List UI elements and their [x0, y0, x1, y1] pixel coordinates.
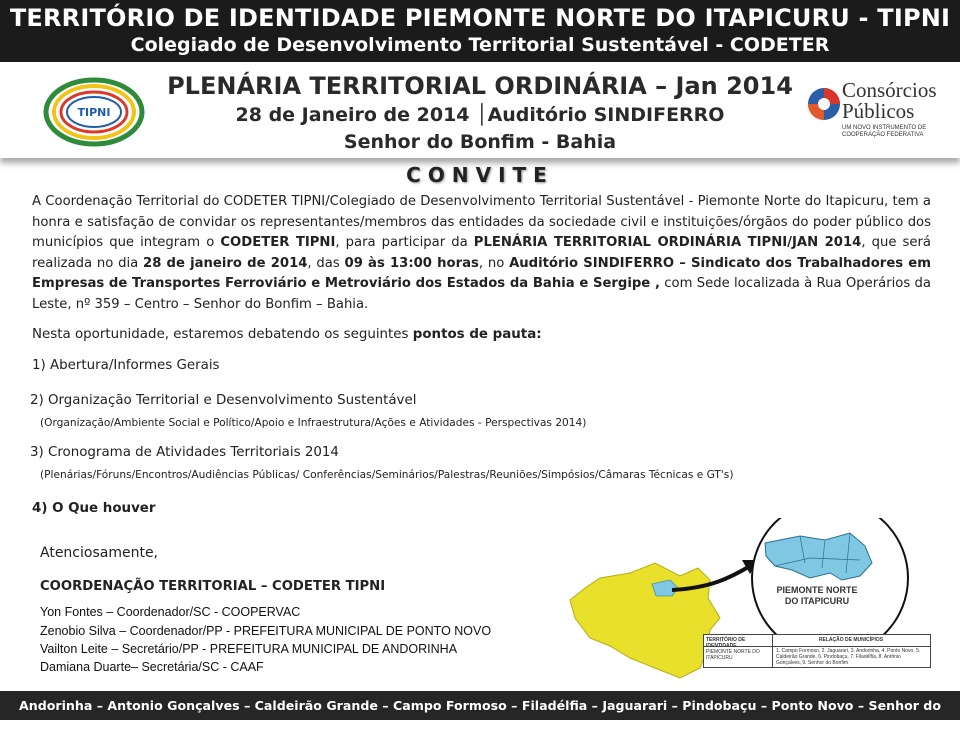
- paragraph-part: Auditório SINDIFERRO – Sindicato dos Trabalhadores em Empresas de Transportes Ferroviário e Metroviário dos Estados da Bahia e Sergipe ,: [32, 255, 931, 292]
- paragraph-part: , tem a honra e satisfação de convidar os representantes/membros das entidades da sociedade civil e instituições/órgãos do poder público dos municípios que integram o: [32, 194, 931, 251]
- event-city: Senhor do Bonfim - Bahia: [343, 131, 617, 153]
- table-header-municipalities: RELAÇÃO DE MUNICÍPIOS: [818, 637, 884, 643]
- agenda-item-3-detail: (Plenárias/Fóruns/Encontros/Audiências Públicas/ Conferências/Seminários/Palestras/Reuniões/Simpósios/Câmaras Técnicas e GT's): [40, 469, 734, 481]
- agenda-item-1: 1) Abertura/Informes Gerais: [32, 358, 220, 373]
- territory-title: TERRITÓRIO DE IDENTIDADE PIEMONTE NORTE DO ITAPICURU - TIPNI: [9, 4, 951, 32]
- agenda-item-4: 4) O Que houver: [32, 501, 156, 516]
- agenda-item-3: 3) Cronograma de Atividades Territoriais 2014: [30, 445, 339, 460]
- municipality-table: [703, 634, 931, 668]
- coordination-title: COORDENAÇÃO TERRITORIAL – CODETER TIPNI: [40, 579, 386, 594]
- table-cell-municipalities: 1. Campo Formoso, 2. Jaguarari, 3. Andorinha, 4. Ponto Novo, 5. Caldeirão Grande, 6. Pindobaçu, 7. Filadélfia, 8. Antônio Gonçalves, 9. Senhor do Bonfim: [776, 648, 921, 666]
- consorcios-name: Consórcios Públicos: [842, 78, 937, 123]
- event-title: PLENÁRIA TERRITORIAL ORDINÁRIA – Jan 2014: [167, 72, 793, 100]
- paragraph-part: 09 às 13:00 horas: [344, 255, 479, 271]
- paragraph-part: , que será realizada no dia: [32, 235, 931, 271]
- paragraph-part: A Coordenação Territorial do CODETER TIPNI/Colegiado de Desenvolvimento Territorial Sustentável - Piemonte Norte do Itapicuru: [32, 194, 885, 209]
- consorcios-tagline: UM NOVO INSTRUMENTO DE COOPERAÇÃO FEDERATIVA: [842, 125, 927, 138]
- map-caption: PIEMONTE NORTE DO ITAPICURU: [776, 585, 858, 606]
- event-date-venue: 28 de Janeiro de 2014 │Auditório SINDIFERRO: [235, 104, 725, 126]
- closing-salutation: Atenciosamente,: [40, 545, 159, 561]
- municipalities-footer: Andorinha – Antonio Gonçalves – Caldeirão Grande – Campo Formoso – Filadélfia – Jaguarari – Pindobaçu – Ponto Novo – Senhor do Bonfim: [0, 691, 960, 720]
- paragraph-part: , para participar da: [335, 235, 474, 251]
- agenda-item-2: 2) Organização Territorial e Desenvolvimento Sustentável: [30, 393, 417, 408]
- table-cell-territory: PIEMONTE NORTE DO ITAPICURU: [706, 649, 760, 661]
- table-header-territory: TERRITÓRIO DE: [706, 637, 746, 643]
- signatory: Yon Fontes – Coordenador/SC - COOPERVAC: [40, 605, 301, 619]
- top-banner: [0, 0, 960, 62]
- paragraph-part: 28 de janeiro de 2014: [143, 255, 308, 271]
- paragraph-part: , das: [307, 255, 345, 271]
- paragraph-part: PLENÁRIA TERRITORIAL ORDINÁRIA TIPNI/JAN 2014: [473, 235, 862, 251]
- paragraph-part: , no: [478, 255, 510, 271]
- invitation-paragraph: [32, 192, 931, 316]
- paragraph-part: com Sede localizada à Rua Operários da Leste, nº 359 – Centro – Senhor do Bonfim – Bahia.: [32, 276, 931, 312]
- signatory: Zenobio Silva – Coordenador/PP - PREFEITURA MUNICIPAL DE PONTO NOVO: [40, 624, 492, 638]
- tipni-logo: [42, 76, 146, 148]
- agenda-item-2-detail: (Organização/Ambiente Social e Político/Apoio e Infraestrutura/Ações e Atividades - Perspectivas 2014): [40, 417, 587, 429]
- tipni-logo-text: TIPNI: [77, 106, 111, 119]
- signatory: Damiana Duarte– Secretária/SC - CAAF: [40, 660, 264, 674]
- paragraph-part: CODETER TIPNI: [220, 235, 336, 251]
- invitation-heading: CONVITE: [406, 163, 554, 187]
- agenda-intro: Nesta oportunidade, estaremos debatendo os seguintes pontos de pauta:: [32, 327, 542, 342]
- signatory: Vailton Leite – Secretário/PP - PREFEITURA MUNICIPAL DE ANDORINHA: [40, 642, 458, 656]
- codeter-subtitle: Colegiado de Desenvolvimento Territorial Sustentável - CODETER: [130, 34, 830, 56]
- bahia-state-shape: [570, 563, 720, 678]
